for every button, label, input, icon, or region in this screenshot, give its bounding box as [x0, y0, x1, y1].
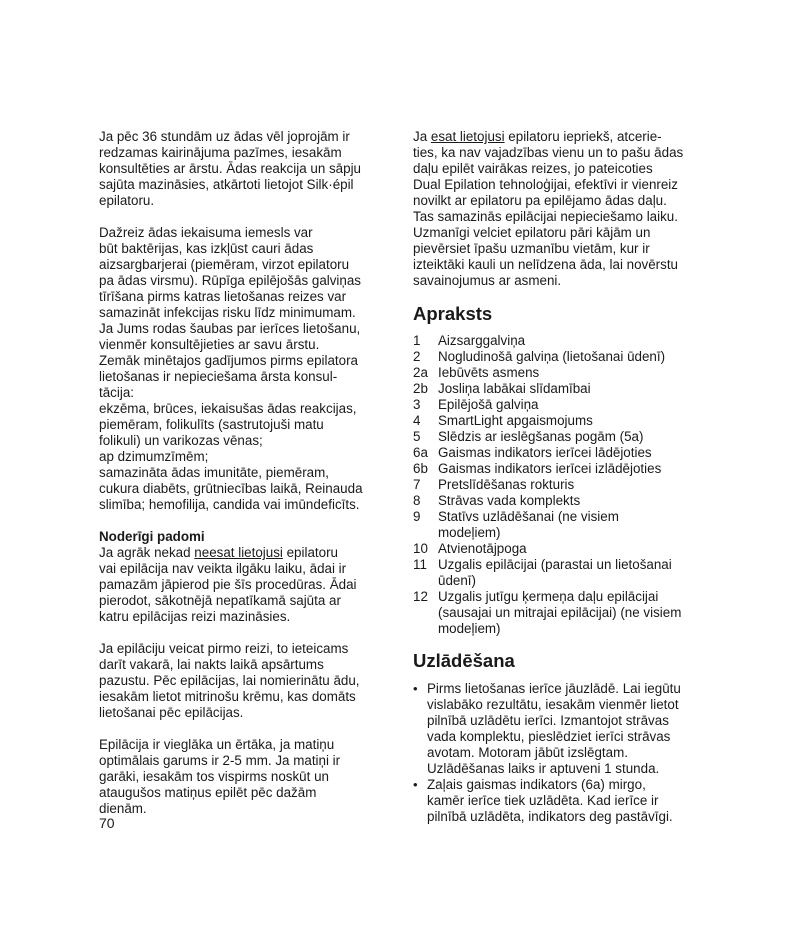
part-label: Slēdzis ar ieslēgšanas pogām (5a) [438, 429, 644, 444]
tips-heading: Noderīgi padomi [99, 529, 205, 544]
part-label: Uzgalis epilācijai (parastai un lietošanai ūdenī) [438, 557, 672, 588]
part-number: 5 [413, 429, 421, 444]
paragraph-used-before [413, 129, 705, 289]
part-label: Atvienotājpoga [438, 541, 527, 556]
part-number: 11 [413, 557, 427, 572]
part-number: 3 [413, 397, 421, 412]
part-number: 2 [413, 349, 421, 364]
part-number: 10 [413, 541, 428, 556]
tips-text-end: epilatoru vai epilācija nav veikta ilgāku laiku, ādai ir pamazām jāpierod pie šīs procedūras. Ādai pierodot, sākotnējā nepatīkamā sajūta ar katru epilācijas reizi mazināsies. [99, 545, 357, 624]
part-label: Iebūvēts asmens [438, 365, 540, 380]
part-label: Uzgalis jutīgu ķermeņa daļu epilācijai (sausajai un mitrajai epilācijai) (ne visiem modeļiem) [438, 589, 682, 636]
bullet-text: Pirms lietošanas ierīce jāuzlādē. Lai iegūtu vislabāko rezultātu, iesakām vienmēr lietot pilnībā uzlādētu ierīci. Izmantojot strāvas vada komplektu, pieslēdziet ierīci strāvas avotam. Motoram jābūt izslēgtam. Uzlādēšanas laiks ir aptuveni 1 stunda. [427, 681, 681, 776]
left-column [99, 129, 391, 817]
part-label: Aizsarggalviņa [438, 333, 526, 348]
list-item [413, 681, 705, 777]
page-number: 70 [99, 815, 115, 831]
parts-list [413, 333, 705, 637]
part-number: 2b [413, 381, 428, 396]
part-number: 6a [413, 445, 428, 460]
part-label: Strāvas vada komplekts [438, 493, 581, 508]
paragraph-inflammation: Dažreiz ādas iekaisuma iemesls var būt baktērijas, kas izkļūst cauri ādas aizsargbarjerai (piemēram, virzot epilatoru pa ādas virsmu). Rūpīga epilējošās galviņas tīrīšana pirms katras lietošanas reizes var samazināt infekcijas risku līdz minimumam. Ja Jums rodas šaubas par ierīces lietošanu, vienmēr konsultējieties ar savu ārstu. Zemāk minētajos gadījumos pirms epilatora lietošanas ir nepieciešama ārsta konsul- tācija: ekzēma, brūces, iekaisušas ādas reakcijas, piemēram, folikulīts (sastrutojuši matu folikuli) un varikozas vēnas; ap dzimumzīmēm; samazināta ādas imunitāte, piemēram, cukura diabēts, grūtniecības laikā, Reinauda slimība; hemofilija, candida vai imūndeficīts. [99, 225, 363, 512]
paragraph-irritation: Ja pēc 36 stundām uz ādas vēl joprojām ir redzamas kairinājuma pazīmes, iesakām konsultēties ar ārstu. Ādas reakcija un sāpju sajūta mazināsies, atkārtoti lietojot Silk·épil epilatoru. [99, 129, 362, 208]
part-label: Nogludinošā galviņa (lietošanai ūdenī) [438, 349, 666, 364]
bullet-text: Zaļais gaismas indikators (6a) mirgo, kamēr ierīce tiek uzlādēta. Kad ierīce ir pilnībā uzlādēta, indikators deg pastāvīgi. [427, 777, 673, 824]
tips-underlined-text: neesat lietojusi [194, 545, 283, 560]
tips-text-start: Ja agrāk nekad [99, 545, 195, 560]
part-number: 7 [413, 477, 421, 492]
charging-bullets [413, 681, 705, 825]
part-number: 2a [413, 365, 428, 380]
part-label: Josliņa labākai slīdamībai [438, 381, 591, 396]
part-label: Pretslīdēšanas rokturis [438, 477, 575, 492]
paragraph-tips [99, 545, 391, 625]
part-number: 8 [413, 493, 421, 508]
part-label: SmartLight apgaismojums [438, 413, 593, 428]
part-label: Gaismas indikators ierīcei izlādējoties [438, 461, 662, 476]
heading-uzladesana: Uzlādēšana [413, 650, 515, 671]
paragraph-hair-length: Epilācija ir vieglāka un ērtāka, ja matiņu optimālais garums ir 2-5 mm. Ja matiņi ir garāki, iesakām tos vispirms noskūt un ataugušos matiņus epilēt pēc dažām dienām. [99, 737, 341, 816]
part-label: Epilējošā galviņa [438, 397, 539, 412]
part-number: 12 [413, 589, 428, 604]
used-before-underlined-text: esat lietojusi [430, 129, 505, 144]
part-number: 1 [413, 333, 421, 348]
part-label: Statīvs uzlādēšanai (ne visiem modeļiem) [438, 509, 619, 540]
list-item [413, 777, 705, 825]
bullet-icon: • [413, 777, 418, 792]
part-number: 4 [413, 413, 421, 428]
part-number: 6b [413, 461, 428, 476]
part-label: Gaismas indikators ierīcei lādējoties [438, 445, 652, 460]
right-column [413, 129, 705, 825]
bullet-icon: • [413, 681, 418, 696]
used-before-text-end: epilatoru iepriekš, atcerie- ties, ka nav vajadzības vienu un to pašu ādas daļu epilēt vairākas reizes, jo pateicoties Dual Epilation tehnoloģijai, efektīvi ir vienreiz novilkt ar epilatoru pa epilējamo ādas daļu. Tas samazinās epilācijai nepieciešamo laiku. Uzmanīgi velciet epilatoru pāri kājām un pievērsiet īpašu uzmanību vietām, kur ir izteiktāki kauli un nelīdzena āda, lai novērstu savainojumus ar asmeni. [413, 129, 684, 288]
part-number: 9 [413, 509, 421, 524]
used-before-text-start: Ja [413, 129, 431, 144]
paragraph-first-time: Ja epilāciju veicat pirmo reizi, to ieteicams darīt vakarā, lai nakts laikā apsārtums pazustu. Pēc epilācijas, lai nomierinātu ādu, iesakām lietot mitrinošu krēmu, kas domāts lietošanai pēc epilācijas. [99, 641, 360, 720]
heading-apraksts: Apraksts [413, 303, 493, 324]
